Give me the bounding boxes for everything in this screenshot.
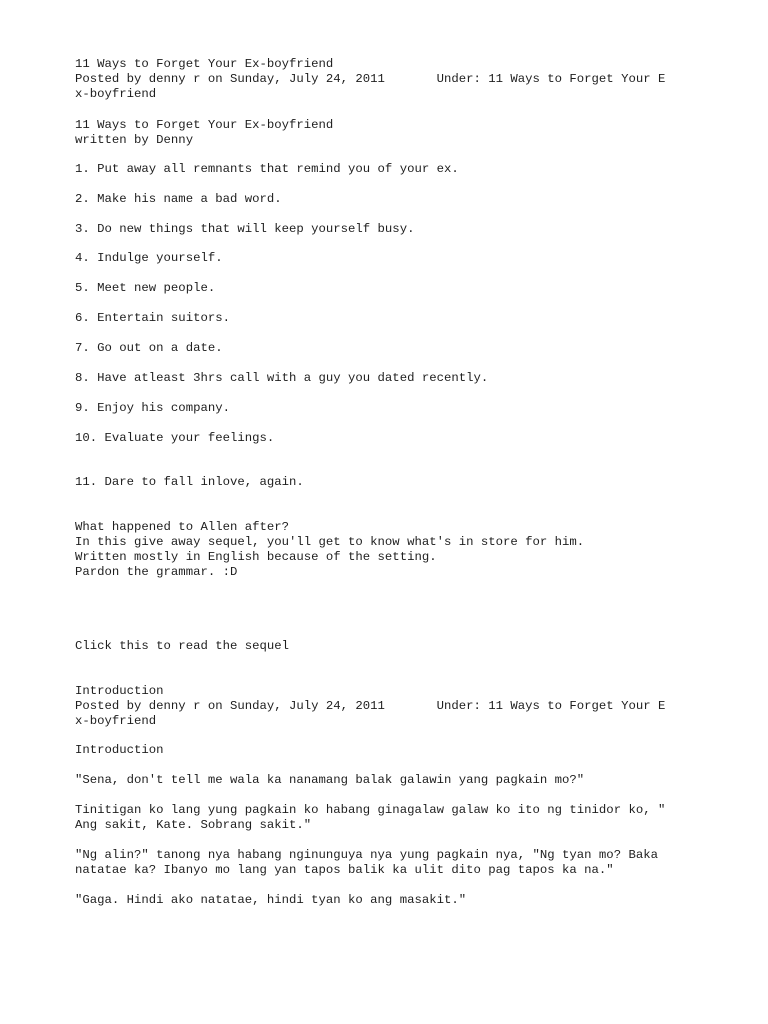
story-paragraph-continued: Ang sakit, Kate. Sobrang sakit." [75,818,312,832]
sequel-text: In this give away sequel, you'll get to know what's in store for him. [75,535,585,549]
post-meta-continued: x-boyfriend [75,87,157,101]
list-item: 1. Put away all remnants that remind you of your ex. [75,162,459,176]
story-paragraph: "Gaga. Hindi ako natatae, hindi tyan ko ang masakit." [75,893,467,907]
list-item: 9. Enjoy his company. [75,401,230,415]
list-item: 2. Make his name a bad word. [75,192,282,206]
post-heading: Introduction [75,684,164,698]
post-title: Introduction [75,743,164,757]
post-meta: Posted by denny r on Sunday, July 24, 2011 Under: 11 Ways to Forget Your E [75,72,666,86]
list-item: 8. Have atleast 3hrs call with a guy you dated recently. [75,371,489,385]
post-meta-continued: x-boyfriend [75,714,157,728]
list-item: 3. Do new things that will keep yourself busy. [75,222,415,236]
list-item: 10. Evaluate your feelings. [75,431,275,445]
sequel-text: Pardon the grammar. :D [75,565,238,579]
list-item: 5. Meet new people. [75,281,216,295]
post-title: 11 Ways to Forget Your Ex-boyfriend [75,118,334,132]
post-byline: written by Denny [75,133,194,147]
list-item: 4. Indulge yourself. [75,251,223,265]
story-paragraph: Tinitigan ko lang yung pagkain ko habang ginagalaw galaw ko ito ng tinidor ko, " [75,803,666,817]
story-paragraph: "Ng alin?" tanong nya habang nginunguya nya yung pagkain nya, "Ng tyan mo? Baka [75,848,658,862]
story-paragraph: "Sena, don't tell me wala ka nanamang balak galawin yang pagkain mo?" [75,773,585,787]
list-item: 6. Entertain suitors. [75,311,230,325]
list-item: 11. Dare to fall inlove, again. [75,475,304,489]
story-paragraph-continued: natatae ka? Ibanyo mo lang yan tapos balik ka ulit dito pag tapos ka na." [75,863,614,877]
sequel-text: Written mostly in English because of the setting. [75,550,437,564]
post-heading: 11 Ways to Forget Your Ex-boyfriend [75,57,334,71]
list-item: 7. Go out on a date. [75,341,223,355]
post-meta: Posted by denny r on Sunday, July 24, 2011 Under: 11 Ways to Forget Your E [75,699,666,713]
read-sequel-link[interactable]: Click this to read the sequel [75,639,290,653]
sequel-text: What happened to Allen after? [75,520,290,534]
